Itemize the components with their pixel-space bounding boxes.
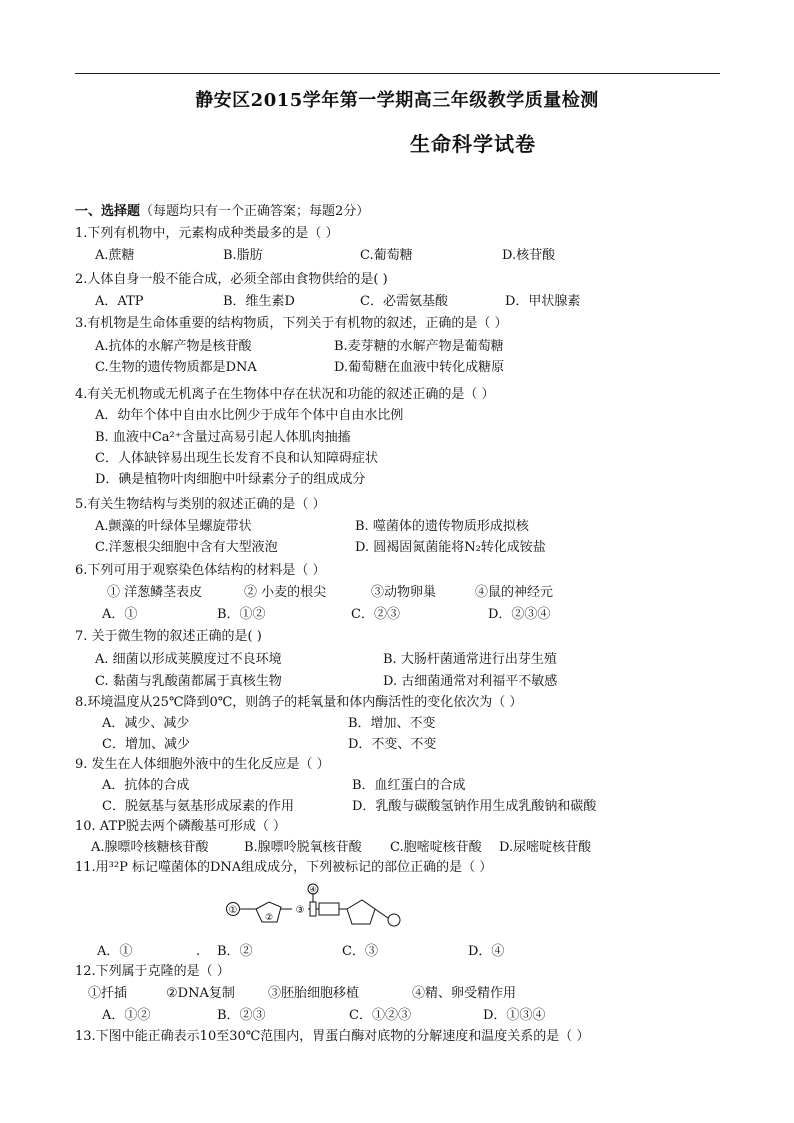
list-item: ①扦插 xyxy=(88,986,128,1001)
option: B．血红蛋白的合成 xyxy=(352,778,466,793)
list-item: ① 洋葱鳞茎表皮 xyxy=(107,585,203,600)
question-stem: 10. ATP脱去两个磷酸基可形成（ ） xyxy=(75,819,287,834)
list-item: ④精、卵受精作用 xyxy=(412,986,517,1001)
question-stem: 9. 发生在人体细胞外液中的生化反应是（ ） xyxy=(75,757,330,772)
option: D．乳酸与碳酸氢钠作用生成乳酸钠和碳酸 xyxy=(352,799,597,814)
list-item: ④鼠的神经元 xyxy=(475,585,554,600)
option: D．碘是植物叶肉细胞中叶绿素分子的组成成分 xyxy=(95,472,366,487)
option: D．②③④ xyxy=(488,607,551,622)
option: C. 黏菌与乳酸菌都属于真核生物 xyxy=(95,674,282,689)
diagram-bond xyxy=(375,909,388,918)
option: B．②③ xyxy=(217,1008,266,1023)
option: C．③ xyxy=(342,944,378,959)
option: C．增加、减少 xyxy=(102,737,190,752)
option: B．维生素D xyxy=(223,294,295,309)
option: A．① xyxy=(102,607,138,622)
option: B.麦芽糖的水解产物是葡萄糖 xyxy=(334,339,504,354)
option: A.抗体的水解产物是核苷酸 xyxy=(95,339,252,354)
option: B.腺嘌呤脱氧核苷酸 xyxy=(244,840,362,855)
option: C．①②③ xyxy=(349,1008,411,1023)
section-note: （每题均只有一个正确答案；每题2分） xyxy=(140,204,370,219)
option: D．④ xyxy=(468,944,505,959)
option: C.生物的遗传物质都是DNA xyxy=(95,360,257,375)
diagram-pentose-2 xyxy=(347,900,375,924)
option: D.尿嘧啶核苷酸 xyxy=(499,840,592,855)
section-title: 一、选择题 xyxy=(75,204,141,219)
nucleotide-diagram xyxy=(222,882,412,934)
question-stem: 12.下列属于克隆的是（ ） xyxy=(75,964,230,979)
option: C.胞嘧啶核苷酸 xyxy=(390,840,482,855)
option: B. 血液中Ca²⁺含量过高易引起人体肌肉抽搐 xyxy=(95,430,351,445)
question-stem: 2.人体自身一般不能合成，必须全部由食物供给的是( ) xyxy=(75,272,388,287)
diagram-base-box-2 xyxy=(319,903,339,915)
option: A.腺嘌呤核糖核苷酸 xyxy=(91,840,209,855)
option: A. 细菌以形成荚膜度过不良环境 xyxy=(95,652,282,667)
question-stem: 8.环境温度从25℃降到0℃，则鸽子的耗氧量和体内酶活性的变化依次为（ ） xyxy=(75,695,523,710)
option: D．不变、不变 xyxy=(348,737,437,752)
header-rule xyxy=(75,73,720,74)
question-stem: 13.下图中能正确表示10至30℃范围内，胃蛋白酶对底物的分解速度和温度关系的是（ ） xyxy=(75,1029,590,1044)
question-stem: 7. 关于微生物的叙述正确的是( ) xyxy=(75,629,262,644)
option: A．抗体的合成 xyxy=(102,778,190,793)
list-item: ② 小麦的根尖 xyxy=(244,585,327,600)
option: A.颤藻的叶绿体呈螺旋带状 xyxy=(95,519,252,534)
option: B．增加、不变 xyxy=(348,716,436,731)
option: D.葡萄糖在血液中转化成糖原 xyxy=(334,360,505,375)
option: C.葡萄糖 xyxy=(360,248,413,263)
stray-mark: . xyxy=(196,944,201,959)
option: C．人体缺锌易出现生长发育不良和认知障碍症状 xyxy=(95,451,378,466)
diagram-circle-end xyxy=(388,914,400,926)
page-subtitle: 生命科学试卷 xyxy=(410,132,536,156)
diagram-label-1: ① xyxy=(228,905,238,916)
option: D.核苷酸 xyxy=(502,248,556,263)
option: D．①③④ xyxy=(483,1008,546,1023)
diagram-label-3: ③ xyxy=(295,905,305,916)
option: B. 噬菌体的遗传物质形成拟核 xyxy=(355,519,529,534)
diagram-label-4: ④ xyxy=(309,885,317,894)
option: B. 大肠杆菌通常进行出芽生殖 xyxy=(383,652,557,667)
question-stem: 1.下列有机物中，元素构成种类最多的是（ ） xyxy=(75,226,339,241)
option: D. 圆褐固氮菌能将N₂转化成铵盐 xyxy=(355,540,546,555)
diagram-label-2: ② xyxy=(264,913,274,923)
question-stem: 11.用³²P 标记噬菌体的DNA组成成分，下列被标记的部位正确的是（ ） xyxy=(75,860,493,875)
option: B．② xyxy=(217,944,253,959)
section-heading xyxy=(75,204,369,220)
option: A．① xyxy=(97,944,133,959)
list-item: ②DNA复制 xyxy=(166,986,235,1001)
page-title: 静安区2015学年第一学期高三年级教学质量检测 xyxy=(195,90,599,111)
option: A．①② xyxy=(102,1008,151,1023)
question-stem: 5.有关生物结构与类别的叙述正确的是（ ） xyxy=(75,497,326,512)
question-stem: 3.有机物是生命体重要的结构物质，下列关于有机物的叙述，正确的是（ ） xyxy=(75,316,508,331)
option: A．ATP xyxy=(95,294,144,309)
option: C．必需氨基酸 xyxy=(360,294,448,309)
diagram-base-box-1 xyxy=(310,902,316,916)
option: C.洋葱根尖细胞中含有大型液泡 xyxy=(95,540,278,555)
option: D．甲状腺素 xyxy=(505,294,581,309)
option: A.蔗糖 xyxy=(95,248,135,263)
option: B.脂肪 xyxy=(223,248,263,263)
option: C．②③ xyxy=(351,607,400,622)
option: B．①② xyxy=(217,607,266,622)
question-stem: 6.下列可用于观察染色体结构的材料是（ ） xyxy=(75,563,326,578)
list-item: ③胚胎细胞移植 xyxy=(268,986,360,1001)
option: C．脱氨基与氨基形成尿素的作用 xyxy=(102,799,294,814)
list-item: ③动物卵巢 xyxy=(371,585,437,600)
question-stem: 4.有关无机物或无机离子在生物体中存在状况和功能的叙述正确的是（ ） xyxy=(75,387,495,402)
option: D. 古细菌通常对利福平不敏感 xyxy=(383,674,558,689)
option: A．幼年个体中自由水比例少于成年个体中自由水比例 xyxy=(95,408,404,423)
option: A．减少、减少 xyxy=(102,716,190,731)
